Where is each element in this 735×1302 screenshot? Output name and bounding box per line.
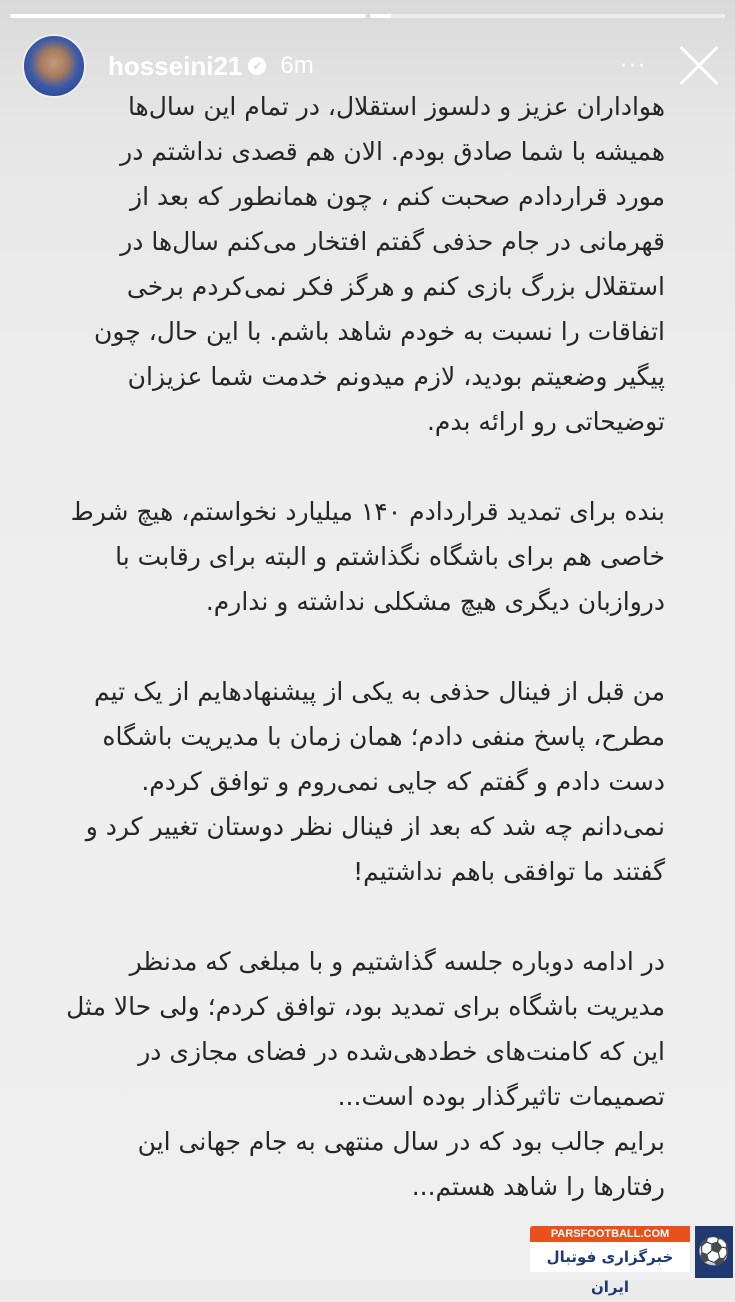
story-progress <box>10 14 725 18</box>
text-line: گفتند ما توافقی باهم نداشتیم! <box>353 857 665 886</box>
text-line: مورد قراردادم صحبت کنم ، چون همانطور که بعد از <box>130 182 665 211</box>
more-options-icon[interactable]: ··· <box>620 53 647 79</box>
progress-bar-1 <box>10 14 366 18</box>
text-line: اتفاقات را نسبت به خودم شاهد باشم. با این حال، چون <box>94 317 665 346</box>
close-icon[interactable] <box>677 44 721 88</box>
watermark-site: PARSFOOTBALL.COM <box>530 1226 690 1242</box>
text-line: تصمیمات تاثیرگذار بوده است... <box>337 1082 665 1111</box>
text-line: دست دادم و گفتم که جایی نمی‌روم و توافق کردم. <box>141 767 665 796</box>
watermark-tagline: خبرگزاری فوتبال ایران <box>530 1242 690 1272</box>
paragraph-gap <box>70 624 665 669</box>
progress-bar-2 <box>370 14 726 18</box>
text-line: دروازبان دیگری هیچ مشکلی نداشته و ندارم. <box>205 587 665 616</box>
text-line: برایم جالب بود که در سال منتهی به جام جهانی این <box>137 1127 665 1156</box>
paragraph-gap <box>70 894 665 939</box>
text-line: هواداران عزیز و دلسوز استقلال، در تمام این سال‌ها <box>127 92 665 121</box>
text-line: خاصی هم برای باشگاه نگذاشتم و البته برای رقابت با <box>115 542 665 571</box>
text-line: مطرح، پاسخ منفی دادم؛ همان زمان با مدیریت باشگاه <box>102 722 665 751</box>
text-line: نمی‌دانم چه شد که بعد از فینال نظر دوستان تغییر کرد و <box>85 812 665 841</box>
text-line: من قبل از فینال حذفی به یکی از پیشنهادهایم از یک تیم <box>94 677 665 706</box>
text-line: در ادامه دوباره جلسه گذاشتیم و با مبلغی که مدنظر <box>129 947 665 976</box>
text-line: مدیریت باشگاه برای تمدید بود، توافق کردم؛ ولی حالا مثل <box>66 992 665 1021</box>
username[interactable]: hosseini21 <box>108 50 243 81</box>
text-line: توضیحاتی رو ارائه بدم. <box>426 407 665 436</box>
timestamp: 6m <box>280 52 314 79</box>
text-line: استقلال بزرگ بازی کنم و هرگز فکر نمی‌کردم برخی <box>126 272 665 301</box>
story-text <box>0 84 735 1209</box>
text-line: پیگیر وضعیتم بودید، لازم میدونم خدمت شما عزیزان <box>127 362 665 391</box>
text-line: همیشه با شما صادق بودم. الان هم قصدی نداشتم در <box>120 137 665 166</box>
paragraph-gap <box>70 444 665 489</box>
verified-badge-icon: ✔ <box>248 57 266 75</box>
watermark-logo <box>530 1226 735 1296</box>
text-line: این که کامنت‌های خط‌دهی‌شده در فضای مجازی در <box>138 1037 665 1066</box>
text-line: رفتارها را شاهد هستم... <box>411 1172 665 1201</box>
text-line: قهرمانی در جام حذفی گفتم افتخار می‌کنم سال‌ها در <box>120 227 665 256</box>
text-line: بنده برای تمدید قراردادم ۱۴۰ میلیارد نخواستم، هیچ شرط <box>70 497 665 526</box>
football-player-icon: ⚽ <box>695 1226 733 1278</box>
